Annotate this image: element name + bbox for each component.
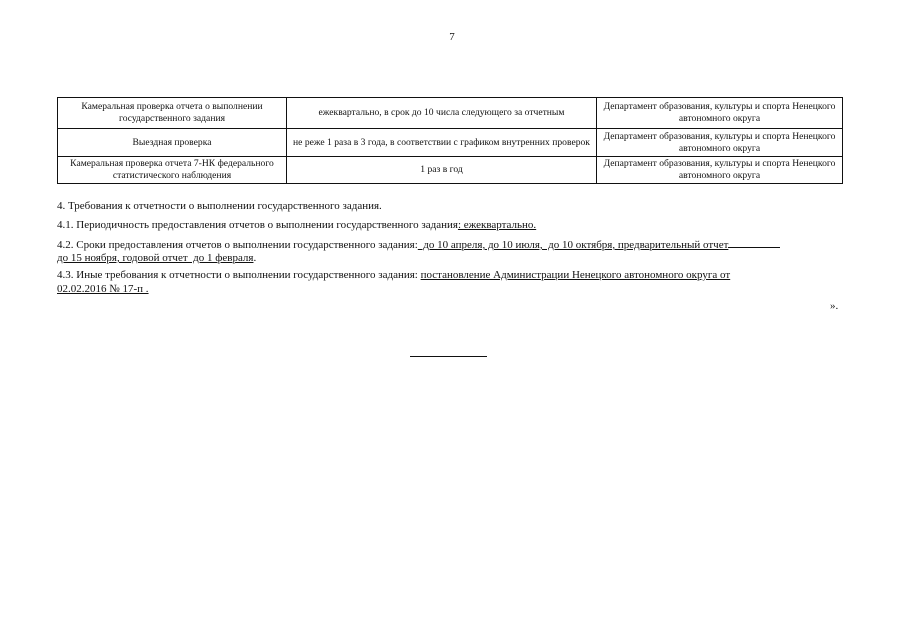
table-row	[58, 98, 843, 129]
control-authority-cell: Департамент образования, культуры и спорта Ненецкого автономного округа	[597, 157, 843, 184]
paragraph-4-3-line-1	[57, 269, 841, 282]
control-authority-cell: Департамент образования, культуры и спорта Ненецкого автономного округа	[597, 129, 843, 157]
paragraph-4-2-value-line-1: до 10 апреля, до 10 июля, до 10 октября, предварительный отчет	[417, 239, 729, 251]
control-form-cell: Камеральная проверка отчета о выполнении государственного задания	[58, 98, 287, 129]
paragraph-4-2-label: 4.2. Сроки предоставления отчетов о выполнении государственного задания:	[57, 239, 418, 251]
closing-quote: ».	[830, 300, 839, 312]
control-form-cell: Выездная проверка	[58, 129, 287, 157]
fill-line	[728, 238, 780, 248]
paragraph-4-2-end: .	[253, 252, 257, 264]
section-4-heading: 4. Требования к отчетности о выполнении государственного задания.	[57, 200, 382, 212]
separator-line	[410, 356, 487, 357]
paragraph-4-3-value-line-1: постановление Администрации Ненецкого автономного округа от	[420, 269, 731, 281]
paragraph-4-2-value-line-2: до 15 ноября, годовой отчет до 1 февраля	[57, 252, 254, 264]
page-number: 7	[449, 31, 455, 43]
control-form-cell: Камеральная проверка отчета 7-НК федерального статистического наблюдения	[58, 157, 287, 184]
paragraph-4-1-label: 4.1. Периодичность предоставления отчетов о выполнении государственного задания	[57, 219, 458, 231]
paragraph-4-1	[57, 219, 841, 232]
paragraph-4-1-value: : ежеквартально.	[457, 219, 537, 231]
paragraph-4-2-line-2	[57, 252, 841, 265]
table-row	[58, 129, 843, 157]
control-frequency-cell: ежеквартально, в срок до 10 числа следующего за отчетным	[287, 98, 597, 129]
control-frequency-cell: 1 раз в год	[287, 157, 597, 184]
paragraph-4-3-label: 4.3. Иные требования к отчетности о выполнении государственного задания:	[57, 269, 421, 281]
paragraph-4-2-line-1	[57, 238, 841, 252]
control-frequency-cell: не реже 1 раза в 3 года, в соответствии с графиком внутренних проверок	[287, 129, 597, 157]
control-authority-cell: Департамент образования, культуры и спорта Ненецкого автономного округа	[597, 98, 843, 129]
table-row	[58, 157, 843, 184]
paragraph-4-3-value-line-2: 02.02.2016 № 17-п .	[57, 283, 149, 295]
control-table	[57, 97, 843, 184]
paragraph-4-3-line-2	[57, 283, 841, 296]
